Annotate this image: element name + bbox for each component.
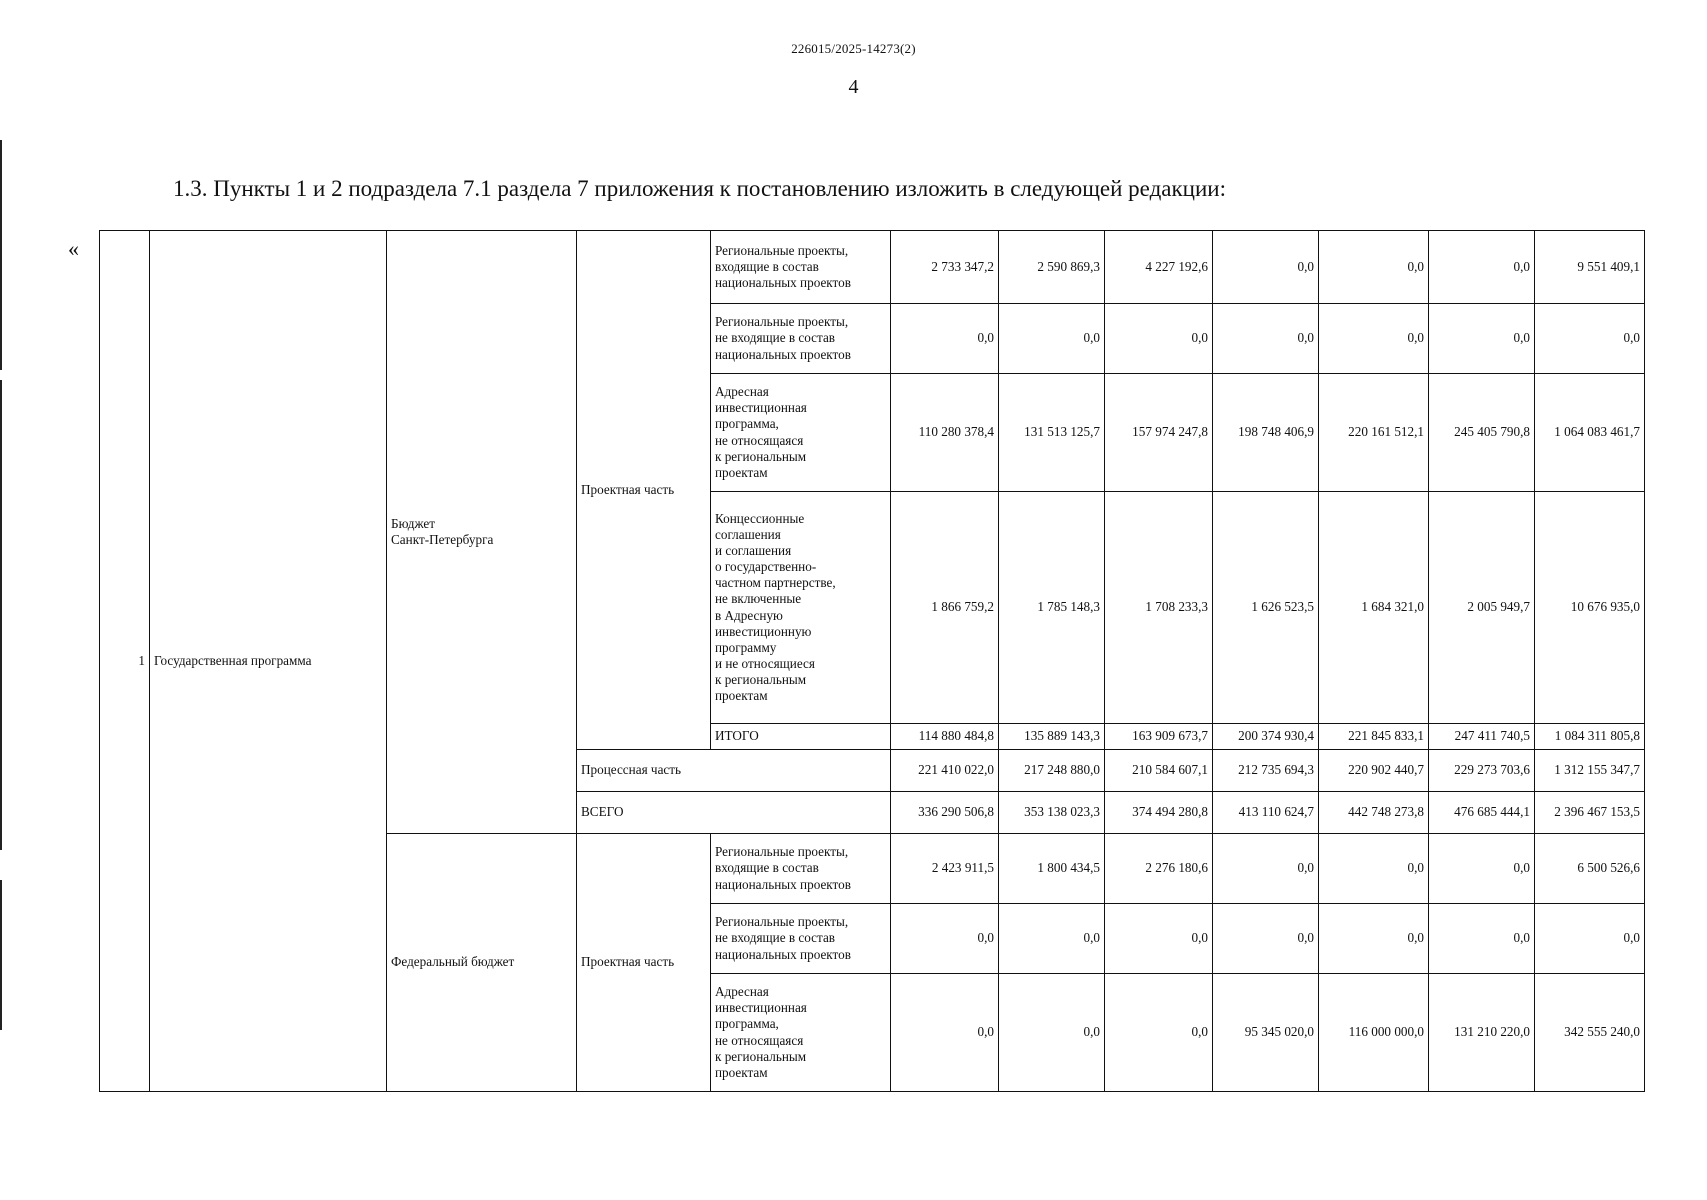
value-cell: 220 902 440,7 [1319,750,1429,792]
value-cell: 476 685 444,1 [1429,792,1535,834]
value-cell: 2 005 949,7 [1429,492,1535,724]
value-cell: 0,0 [1105,904,1213,974]
value-cell: 10 676 935,0 [1535,492,1645,724]
value-cell: 229 273 703,6 [1429,750,1535,792]
page-number: 4 [848,76,859,98]
row-label: Процессная часть [577,750,891,792]
value-cell: 9 551 409,1 [1535,231,1645,304]
value-cell: 217 248 880,0 [999,750,1105,792]
value-cell: 336 290 506,8 [891,792,999,834]
value-cell: 4 227 192,6 [1105,231,1213,304]
value-cell: 0,0 [1535,904,1645,974]
value-cell: 1 626 523,5 [1213,492,1319,724]
value-cell: 442 748 273,8 [1319,792,1429,834]
row-label: ВСЕГО [577,792,891,834]
value-cell: 1 800 434,5 [999,834,1105,904]
value-cell: 0,0 [1213,304,1319,374]
row-label: Региональные проекты, входящие в состав национальных проектов [711,231,891,304]
project-part-cell: Проектная часть [577,231,711,750]
table-row [100,231,1645,304]
value-cell: 0,0 [1213,834,1319,904]
value-cell: 221 845 833,1 [1319,724,1429,750]
funding-source-federal-cell: Федеральный бюджет [387,834,577,1092]
value-cell: 0,0 [891,974,999,1092]
value-cell: 0,0 [1429,304,1535,374]
opening-quote-mark: « [68,236,79,261]
value-cell: 374 494 280,8 [1105,792,1213,834]
value-cell: 131 210 220,0 [1429,974,1535,1092]
value-cell: 221 410 022,0 [891,750,999,792]
value-cell: 1 866 759,2 [891,492,999,724]
row-label: Региональные проекты, входящие в состав национальных проектов [711,834,891,904]
value-cell: 110 280 378,4 [891,374,999,492]
value-cell: 0,0 [1105,974,1213,1092]
scan-edge-mark [0,880,2,1030]
row-label: Региональные проекты, не входящие в состав национальных проектов [711,304,891,374]
value-cell: 0,0 [1319,904,1429,974]
value-cell: 200 374 930,4 [1213,724,1319,750]
value-cell: 0,0 [1319,304,1429,374]
value-cell: 247 411 740,5 [1429,724,1535,750]
value-cell: 1 064 083 461,7 [1535,374,1645,492]
value-cell: 163 909 673,7 [1105,724,1213,750]
value-cell: 2 276 180,6 [1105,834,1213,904]
value-cell: 0,0 [1319,231,1429,304]
amendment-intro-text: 1.3. Пункты 1 и 2 подраздела 7.1 раздела 7 приложения к постановлению изложить в следующей редакции: [173,176,1226,201]
program-name: Государственная программа [154,652,312,668]
row-label: Региональные проекты, не входящие в состав национальных проектов [711,904,891,974]
value-cell: 0,0 [1429,904,1535,974]
document-registration-number: 226015/2025-14273(2) [791,41,916,56]
value-cell: 0,0 [1319,834,1429,904]
program-name-cell [150,231,387,1092]
value-cell: 114 880 484,8 [891,724,999,750]
value-cell: 0,0 [891,904,999,974]
value-cell: 95 345 020,0 [1213,974,1319,1092]
value-cell: 0,0 [891,304,999,374]
value-cell: 131 513 125,7 [999,374,1105,492]
value-cell: 1 312 155 347,7 [1535,750,1645,792]
value-cell: 0,0 [1105,304,1213,374]
funding-source-spb-cell: Бюджет Санкт-Петербурга [387,231,577,834]
value-cell: 0,0 [1213,904,1319,974]
value-cell: 413 110 624,7 [1213,792,1319,834]
value-cell: 2 590 869,3 [999,231,1105,304]
value-cell: 0,0 [999,904,1105,974]
value-cell: 1 684 321,0 [1319,492,1429,724]
row-label: ИТОГО [711,724,891,750]
value-cell: 198 748 406,9 [1213,374,1319,492]
value-cell: 1 785 148,3 [999,492,1105,724]
value-cell: 2 733 347,2 [891,231,999,304]
project-part-cell: Проектная часть [577,834,711,1092]
value-cell: 342 555 240,0 [1535,974,1645,1092]
value-cell: 0,0 [1535,304,1645,374]
value-cell: 0,0 [1429,834,1535,904]
value-cell: 1 084 311 805,8 [1535,724,1645,750]
value-cell: 0,0 [999,974,1105,1092]
value-cell: 157 974 247,8 [1105,374,1213,492]
value-cell: 212 735 694,3 [1213,750,1319,792]
value-cell: 6 500 526,6 [1535,834,1645,904]
row-label: Адресная инвестиционная программа, не относящаяся к региональным проектам [711,974,891,1092]
value-cell: 116 000 000,0 [1319,974,1429,1092]
funding-table [99,230,1645,1092]
value-cell: 245 405 790,8 [1429,374,1535,492]
value-cell: 0,0 [1429,231,1535,304]
scan-edge-mark [0,380,2,850]
value-cell: 0,0 [999,304,1105,374]
scan-edge-mark [0,140,2,370]
value-cell: 2 423 911,5 [891,834,999,904]
value-cell: 2 396 467 153,5 [1535,792,1645,834]
row-number-cell: 1 [100,231,150,1092]
value-cell: 1 708 233,3 [1105,492,1213,724]
value-cell: 135 889 143,3 [999,724,1105,750]
value-cell: 0,0 [1213,231,1319,304]
value-cell: 220 161 512,1 [1319,374,1429,492]
value-cell: 353 138 023,3 [999,792,1105,834]
row-label: Концессионные соглашения и соглашения о государственно- частном партнерстве, не включенные в Адресную инвестиционную программу и не относящиеся к региональным проектам [711,492,891,724]
value-cell: 210 584 607,1 [1105,750,1213,792]
row-label: Адресная инвестиционная программа, не относящаяся к региональным проектам [711,374,891,492]
